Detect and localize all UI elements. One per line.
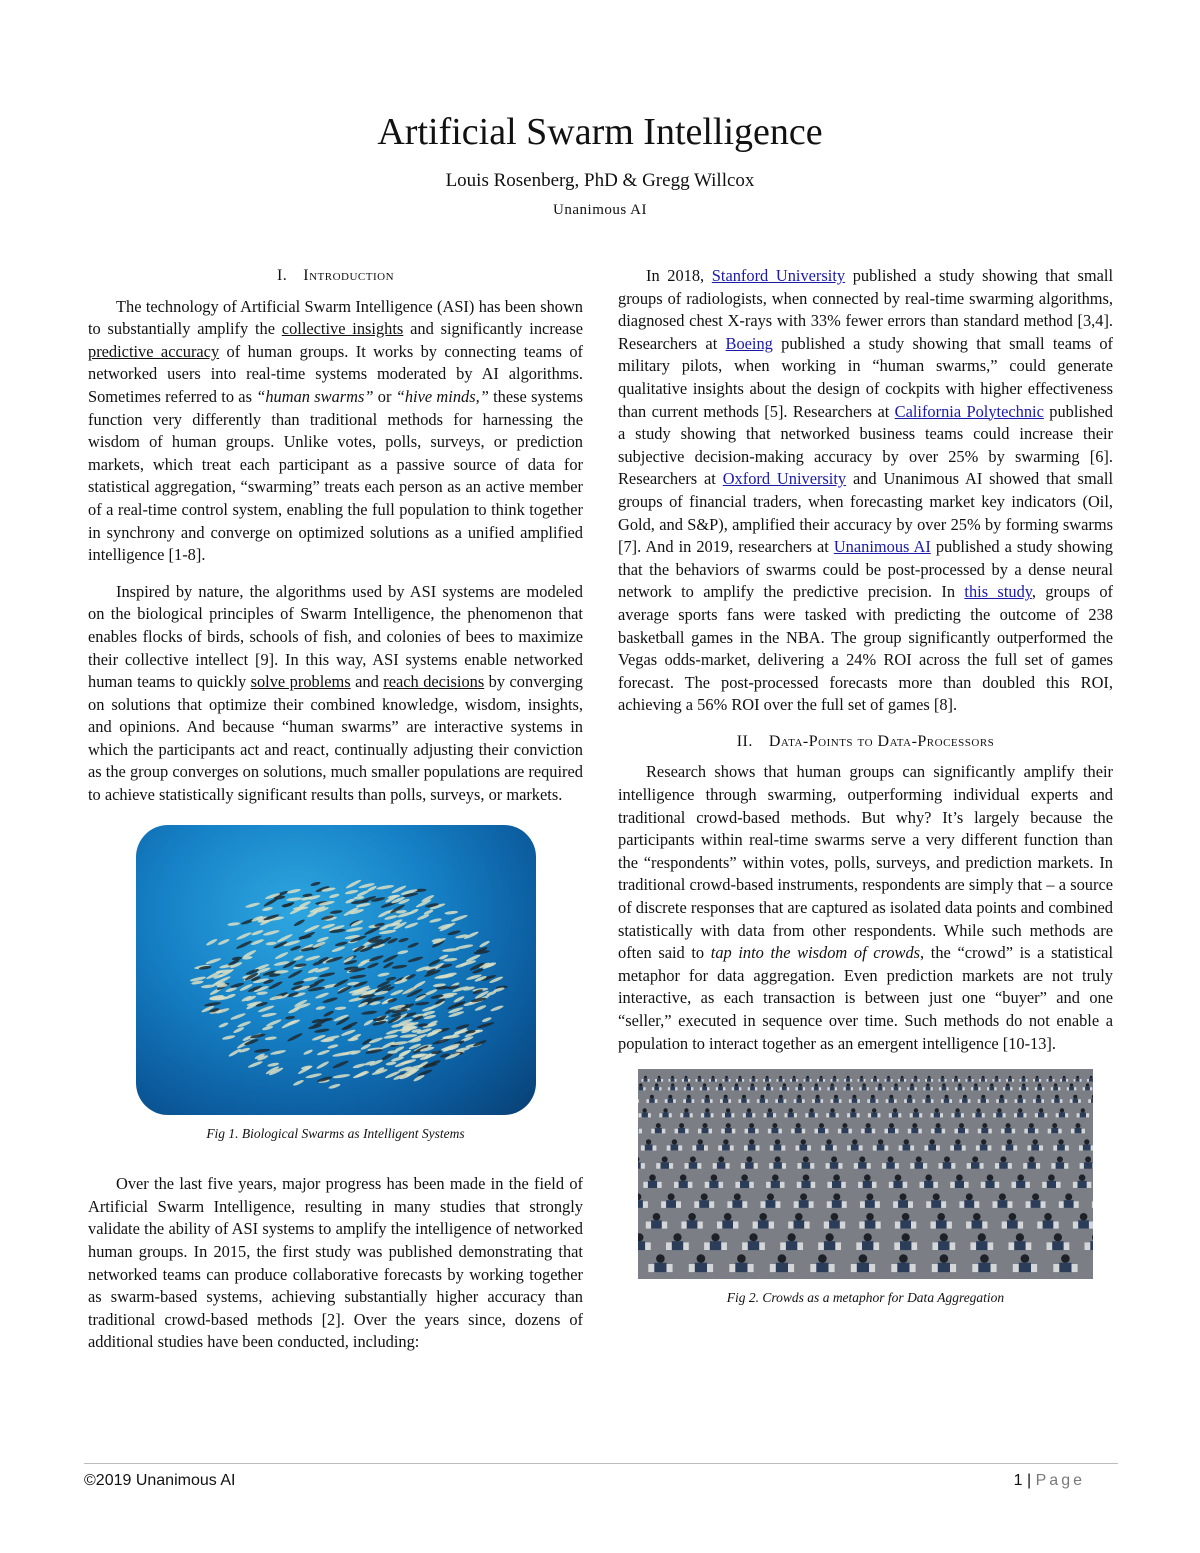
stanford-university-link[interactable]: Stanford University	[711, 266, 846, 285]
page-number: 1	[1013, 1472, 1023, 1489]
section-number: II.	[736, 732, 753, 750]
boeing-link[interactable]: Boeing	[725, 333, 773, 353]
data-points-paragraph: Research shows that human groups can significantly amplify their intelligence through swarming, outperforming individual experts and traditional crowd-based methods. But why? It’s largely because the participants within real-time swarms serve a very different function than the “respondents” within votes, polls, surveys, and prediction markets. In traditional crowd-based instruments, respondents are simply that – a source of discrete responses that are captured as isolated data points and combined statistically with data from other respondents. While such methods are often said to tap into the wisdom of crowds, the “crowd” is a statistical metaphor for data aggregation. Even prediction markets are not truly interactive, as each transaction is between just one “buyer” and one “seller,” executed in sequence over time. Such methods do not enable a population to interact together as an emergent intelligence [10-13].	[618, 762, 1114, 1053]
intro-paragraph-1: The technology of Artificial Swarm Intelligence (ASI) has been shown to substantially amplify the collective insights and significantly increase predictive accuracy of human groups. It works by connecting teams of networked users into real-time systems moderated by AI algorithms. Sometimes referred to as “human swarms” or “hive minds,” these systems function very differently than traditional methods for harnessing the wisdom of human groups. Unlike votes, polls, surveys, or prediction markets, which treat each participant as a passive source of data for statistical aggregation, “swarming” treats each person as an active member of a real-time control system, enabling the full population to think together in synchrony and converge on optimized solutions as a unified amplified intelligence [1-8].	[88, 296, 583, 565]
california-polytechnic-link[interactable]: California Polytechnic	[894, 401, 1044, 421]
page-label: Page	[1035, 1472, 1085, 1489]
this-study-link[interactable]: this study	[964, 582, 1032, 602]
oxford-university-link[interactable]: Oxford University	[722, 469, 847, 489]
solve-problems-link[interactable]: solve problems	[250, 672, 351, 692]
fish-school-illustration	[136, 825, 536, 1115]
fish-school-image	[136, 825, 536, 1115]
figure-2-caption: Fig 2. Crowds as a metaphor for Data Aggregation	[726, 1290, 1005, 1306]
section-title: Data-Points to Data-Processors	[768, 732, 995, 750]
footer-copyright: ©2019 Unanimous AI	[84, 1472, 236, 1489]
right-column	[618, 265, 1113, 1338]
section-number: I.	[276, 267, 288, 284]
section-heading-introduction	[88, 265, 583, 288]
intro-paragraph-2: Inspired by nature, the algorithms used by ASI systems are modeled on the biological principles of Swarm Intelligence, the phenomenon that enables flocks of birds, schools of fish, and colonies of bees to maximize their collective intellect [9]. In this way, ASI systems enable networked human teams to quickly solve problems and reach decisions by converging on solutions that optimize their combined knowledge, wisdom, insights, and opinions. And because “human swarms” are interactive systems in which the participants act and react, continually adjusting their conviction as the group converges on solutions, much smaller populations are required to achieve statistically significant results than polls, surveys, or markets.	[88, 581, 583, 805]
affiliation: Unanimous AI	[553, 202, 647, 218]
exam-hall-illustration	[638, 1069, 1093, 1279]
collective-insights-link[interactable]: collective insights	[281, 319, 404, 339]
reach-decisions-link[interactable]: reach decisions	[383, 672, 485, 692]
studies-paragraph: In 2018, Stanford University published a study showing that small groups of radiologists, when connected by real-time swarming algorithms, diagnosed chest X-rays with 33% fewer errors than standard method [3,4]. Researchers at Boeing published a study showing that small teams of military pilots, when working in “human swarms,” could generate qualitative insights about the design of cockpits with higher effectiveness than current methods [5]. Researchers at California Polytechnic published a study showing that networked business teams could increase their subjective decision-making accuracy by over 25% by swarming [6]. Researchers at Oxford University and Unanimous AI showed that small groups of financial traders, when forecasting market key indicators (Oil, Gold, and S&P), amplified their accuracy by over 25% by forming swarms [7]. And in 2019, researchers at Unanimous AI published a study showing that the behaviors of swarms could be post-processed by a dense neural network to amplify the predictive precision. In this study, groups of average sports fans were tasked with predicting the outcome of 238 basketball games in the NBA. The group significantly outperformed the Vegas odds-market, delivering a 24% ROI across the full set of games forecast. The post-processed forecasts more than doubled this ROI, achieving a 56% ROI over the full set of games [8].	[618, 266, 1114, 715]
predictive-accuracy-link[interactable]: predictive accuracy	[88, 341, 220, 361]
section-heading-data-points	[618, 731, 1113, 754]
figure-1-caption: Fig 1. Biological Swarms as Intelligent Systems	[206, 1125, 465, 1141]
unanimous-ai-link[interactable]: Unanimous AI	[833, 537, 931, 557]
exam-hall-image	[638, 1069, 1093, 1279]
section-title: Introduction	[303, 267, 395, 284]
footer-divider	[84, 1463, 1118, 1464]
authors: Louis Rosenberg, PhD & Gregg Willcox	[445, 170, 755, 191]
footer-page-number	[1014, 1472, 1085, 1490]
page-separator: |	[1027, 1472, 1032, 1489]
intro-paragraph-3: Over the last five years, major progress has been made in the field of Artificial Swarm Intelligence, resulting in many studies that strongly validate the ability of ASI systems to amplify the intelligence of networked human groups. In 2015, the first study was published demonstrating that networked teams can produce collaborative forecasts by working together as swarm-based systems, achieving substantially higher accuracy than traditional crowd-based methods [2]. Over the years since, dozens of additional studies have been conducted, including:	[88, 1174, 583, 1352]
left-column	[88, 265, 583, 1368]
paper-title: Artificial Swarm Intelligence	[377, 111, 823, 153]
